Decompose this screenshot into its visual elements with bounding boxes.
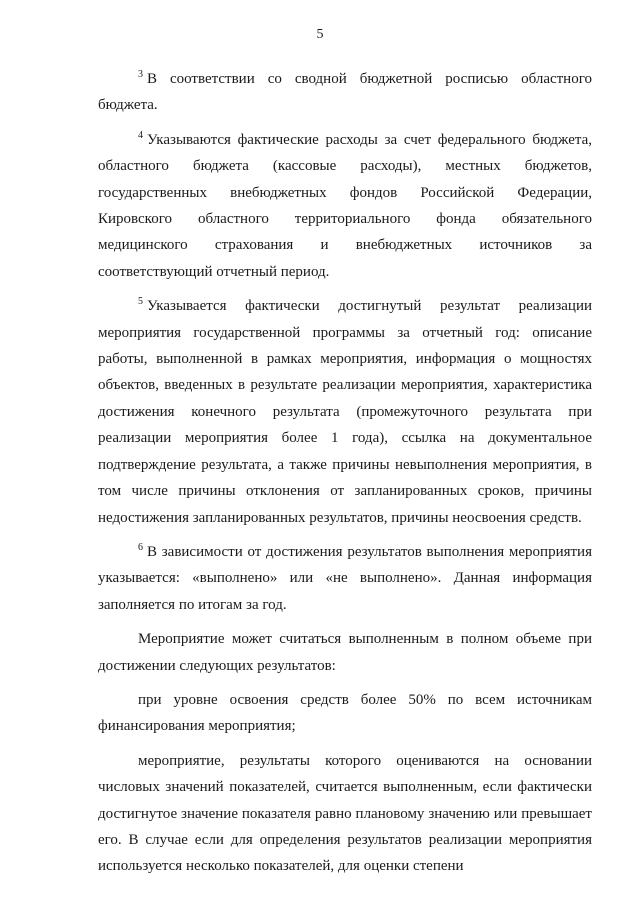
paragraph-text: Указывается фактически достигнутый результат реализации мероприятия государственной программы за отчетный год: описание работы, выполненной в рамках мероприятия, информация о мощностях объектов, введенных в результате реализации мероприятия, характеристика достижения конечного результата (промежуточного результата при реализации мероприятия более 1 года), ссылка на документальное подтверждение результата, а также причины невыполнения мероприятия, в том числе причины отклонения от запланированных сроков, причины недостижения запланированных результатов, причины неосвоения средств. bbox=[98, 298, 592, 526]
paragraph-text: при уровне освоения средств более 50% по всем источникам финансирования мероприятия; bbox=[98, 691, 592, 735]
footnote-marker: 4 bbox=[138, 129, 143, 141]
footnote-marker: 5 bbox=[138, 296, 143, 308]
footnote-paragraph bbox=[98, 66, 592, 119]
footnote-marker: 3 bbox=[138, 69, 143, 80]
body-paragraph bbox=[98, 748, 592, 880]
page-number: 5 bbox=[316, 27, 324, 42]
body-paragraph bbox=[98, 626, 592, 679]
paragraph-text: Указываются фактические расходы за счет федерального бюджета, областного бюджета (кассовые расходы), местных бюджетов, государственных внебюджетных фондов Российской Федерации, Кировского областного территориального фонда обязательного медицинского страхования и внебюджетных источников за соответствующий отчетный период. bbox=[98, 131, 592, 280]
footnote-paragraph bbox=[98, 539, 592, 618]
footnote-marker: 6 bbox=[138, 541, 143, 553]
paragraph-text: В соответствии со сводной бюджетной росписью областного бюджета. bbox=[98, 71, 592, 114]
document-body bbox=[98, 66, 592, 880]
paragraph-text: Мероприятие может считаться выполненным в полном объеме при достижении следующих результатов: bbox=[98, 631, 592, 674]
footnote-paragraph bbox=[98, 127, 592, 285]
body-paragraph bbox=[98, 687, 592, 740]
footnote-paragraph bbox=[98, 293, 592, 531]
paragraph-text: мероприятие, результаты которого оцениваются на основании числовых значений показателей, считается выполненным, если фактически достигнутое значение показателя равно плановому значению или превышает его. В случае если для определения результатов реализации мероприятия используется несколько показателей, для оценки степени bbox=[98, 752, 592, 875]
paragraph-text: В зависимости от достижения результатов выполнения мероприятия указывается: «выполнено» или «не выполнено». Данная информация заполняется по итогам за год. bbox=[98, 543, 592, 613]
